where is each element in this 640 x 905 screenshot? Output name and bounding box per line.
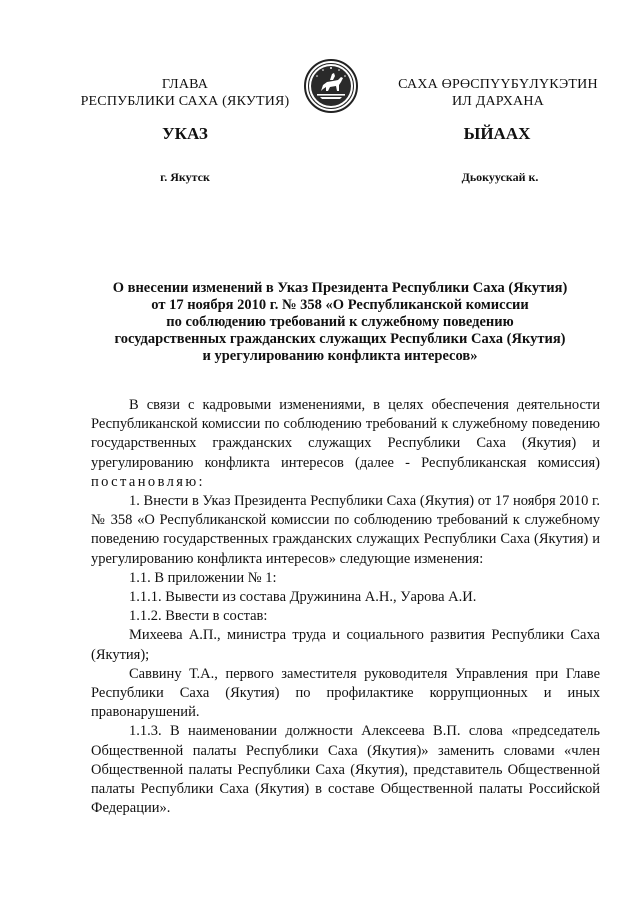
paragraph-mikheev: Михеева А.П., министра труда и социального развития Республики Саха (Якутия); <box>91 627 600 663</box>
paragraph-1-1-1: 1.1.1. Вывести из состава Дружинина А.Н., Уарова А.И. <box>129 589 477 606</box>
resolve-word: постановляю: <box>91 473 205 490</box>
issuer-ru-line1: ГЛАВА <box>161 77 209 92</box>
issuer-ru-line2: РЕСПУБЛИКИ САХА (ЯКУТИЯ) <box>80 94 290 109</box>
decree-label-russian: УКАЗ <box>162 124 208 143</box>
title-line-2: от 17 ноября 2010 г. № 358 «О Республиканской комиссии <box>151 297 529 313</box>
paragraph-savvina: Саввину Т.А., первого заместителя руководителя Управления при Главе Республики Саха (Якутия) по профилактике коррупционных и иных правонарушений. <box>91 665 600 721</box>
title-line-1: О внесении изменений в Указ Президента Республики Саха (Якутия) <box>112 280 568 296</box>
paragraph-1-1-3: 1.1.3. В наименовании должности Алексеева В.П. слова «председатель Общественной палаты Республики Саха (Якутия)» заменить словами «член Общественной палаты Республики Саха (Якутия), представитель Общественной палаты Республики Саха (Якутия) в составе Общественной палаты Российской Федерации». <box>91 723 600 817</box>
decree-label-sakha: ЫЙААХ <box>463 124 531 143</box>
place-sakha: Дьокуускай к. <box>461 170 539 184</box>
issuer-russian <box>72 76 298 110</box>
document-body <box>91 396 600 818</box>
coat-of-arms-sakha-icon <box>303 58 359 114</box>
issuer-sa-line1: САХА ӨРӨСПҮҮБҮЛҮКЭТИН <box>398 77 598 92</box>
place-russian: г. Якутск <box>160 170 210 184</box>
title-line-4: государственных гражданских служащих Республики Саха (Якутия) <box>114 331 566 347</box>
document-title <box>90 280 590 365</box>
paragraph-1-1: 1.1. В приложении № 1: <box>129 569 277 586</box>
paragraph-preamble <box>91 396 600 492</box>
paragraph-1-1-2: 1.1.2. Ввести в состав: <box>129 608 268 625</box>
paragraph-1: 1. Внести в Указ Президента Республики Саха (Якутия) от 17 ноября 2010 г. № 358 «О Республиканской комиссии по соблюдению требований к служебному поведению государственных гражданских служащих Республики Саха (Якутия) и урегулированию конфликта интересов» следующие изменения: <box>91 493 600 567</box>
preamble-text: В связи с кадровыми изменениями, в целях обеспечения деятельности Республиканской комиссии по соблюдению требований к служебному поведению государственных гражданских служащих Республики Саха (Якутия) и урегулированию конфликта интересов (далее - Республиканская комиссия) <box>91 397 600 471</box>
title-line-3: по соблюдению требований к служебному поведению <box>166 314 514 330</box>
issuer-sakha <box>388 76 608 110</box>
issuer-sa-line2: ИЛ ДАРХАНА <box>451 94 544 109</box>
title-line-5: и урегулированию конфликта интересов» <box>202 348 478 364</box>
